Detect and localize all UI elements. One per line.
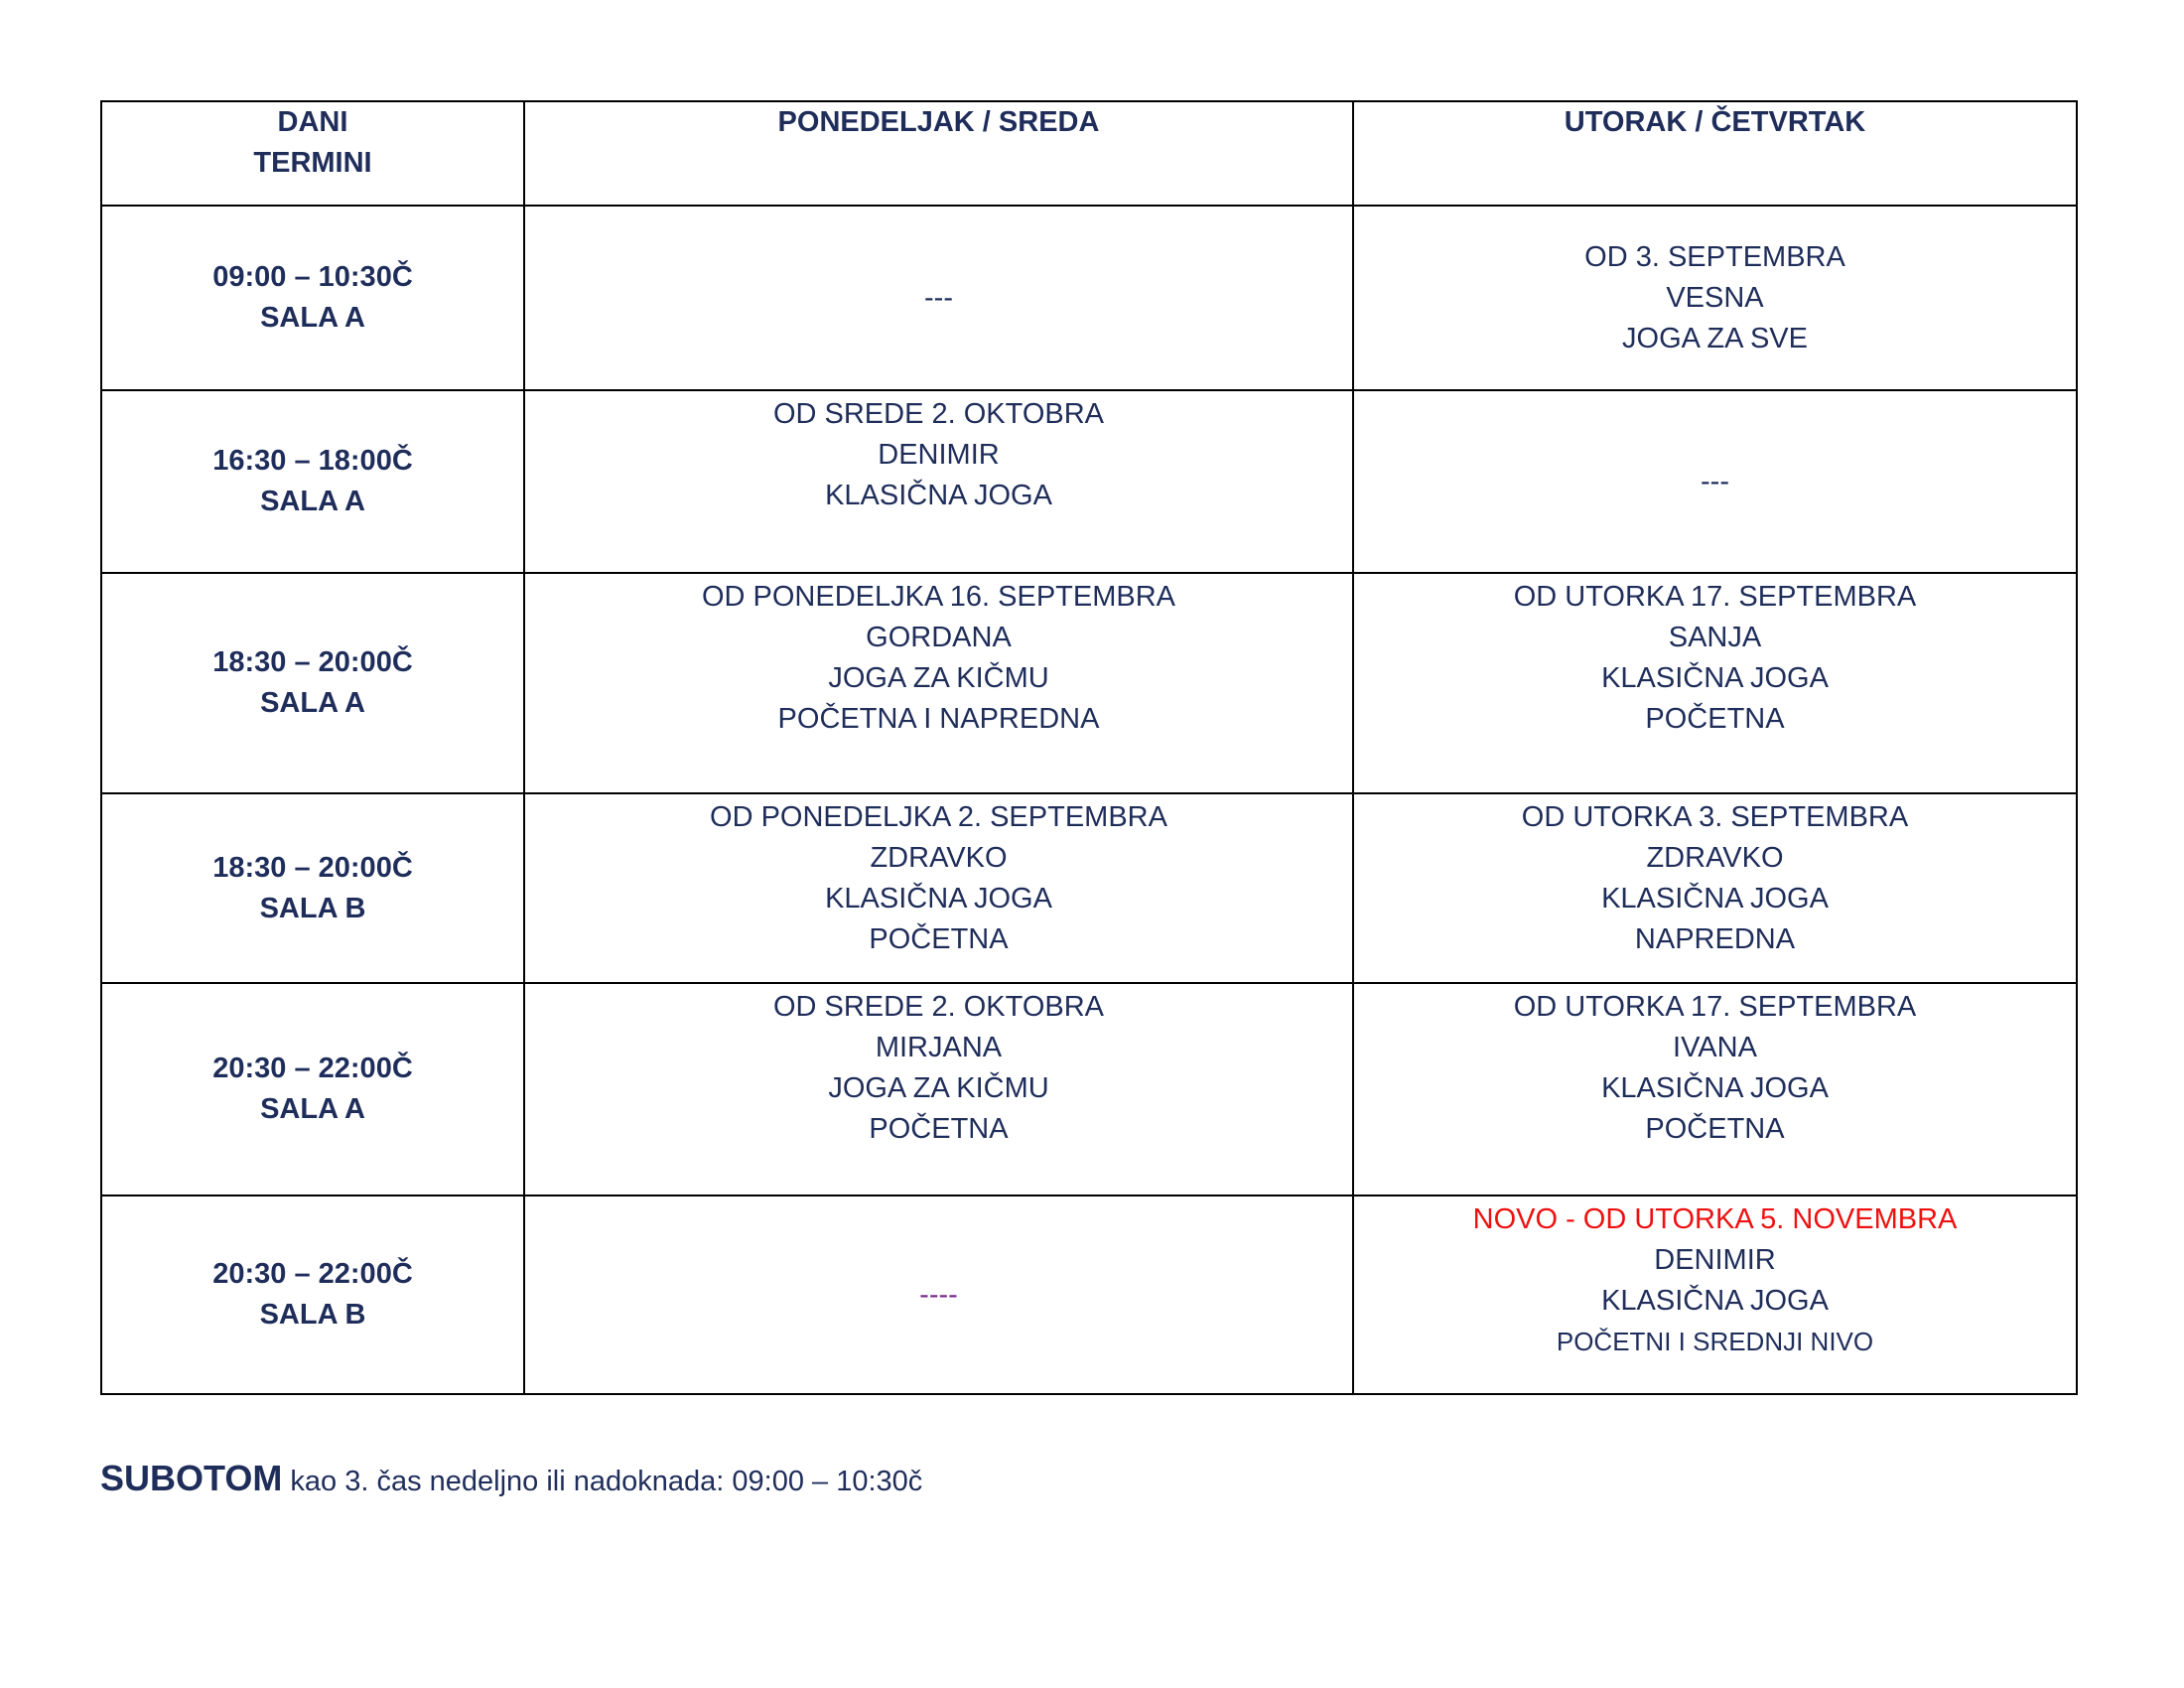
table-row [101, 390, 2077, 573]
empty-slot-marker: --- [924, 281, 953, 314]
time-range: 16:30 – 18:00Č [212, 445, 413, 477]
slot-start-date: OD SREDE 2. OKTOBRA [772, 991, 1105, 1023]
slot-instructor: VESNA [1666, 281, 1764, 314]
time-range: 09:00 – 10:30Č [212, 261, 413, 293]
slot-start-date: OD PONEDELJKA 16. SEPTEMBRA [701, 581, 1176, 613]
empty-slot-marker: ---- [919, 1278, 958, 1311]
slot-instructor: ZDRAVKO [1646, 842, 1784, 874]
saturday-label: SUBOTOM [100, 1458, 283, 1498]
time-range: 20:30 – 22:00Č [212, 1053, 413, 1084]
time-range: 18:30 – 20:00Č [212, 851, 413, 884]
time-slot-cell [101, 206, 524, 390]
time-slot-cell [101, 573, 524, 793]
slot-instructor: IVANA [1673, 1032, 1757, 1063]
slot-class-type: JOGA ZA KIČMU [828, 662, 1049, 694]
hall-label: SALA B [259, 892, 366, 924]
slot-instructor: DENIMIR [878, 439, 1000, 471]
slot-start-date: OD UTORKA 3. SEPTEMBRA [1521, 801, 1909, 833]
hall-label: SALA A [260, 687, 365, 719]
slot-instructor: MIRJANA [875, 1032, 1003, 1063]
mon-wed-slot [524, 983, 1353, 1196]
table-row [101, 793, 2077, 983]
saturday-note-text: kao 3. čas nedeljno ili nadoknada: 09:00 – 10:30č [282, 1466, 923, 1497]
slot-class-type: JOGA ZA KIČMU [828, 1072, 1049, 1104]
corner-header-cell [101, 101, 524, 206]
hall-label: SALA A [260, 486, 365, 517]
slot-class-type: KLASIČNA JOGA [1601, 1072, 1829, 1104]
slot-level: POČETNA [869, 923, 1009, 955]
tue-thu-slot [1353, 206, 2077, 390]
mon-wed-slot [524, 573, 1353, 793]
header-row [101, 101, 2077, 206]
slot-start-date: OD UTORKA 17. SEPTEMBRA [1513, 581, 1917, 613]
slot-instructor: DENIMIR [1654, 1244, 1776, 1276]
time-slot-cell [101, 793, 524, 983]
hall-label: SALA A [260, 1093, 365, 1125]
new-class-start-date: NOVO - OD UTORKA 5. NOVEMBRA [1472, 1203, 1958, 1235]
slot-instructor: ZDRAVKO [870, 842, 1008, 874]
saturday-note [100, 1458, 922, 1499]
tue-thu-slot [1353, 390, 2077, 573]
tue-thu-slot [1353, 793, 2077, 983]
schedule-table [100, 100, 2078, 1395]
slot-class-type: JOGA ZA SVE [1622, 322, 1808, 354]
table-row [101, 983, 2077, 1196]
header-tue-thu: UTORAK / ČETVRTAK [1353, 101, 2077, 206]
slot-start-date: OD SREDE 2. OKTOBRA [772, 398, 1105, 430]
mon-wed-slot [524, 793, 1353, 983]
slot-class-type: KLASIČNA JOGA [1601, 662, 1829, 694]
tue-thu-slot [1353, 1196, 2077, 1394]
tue-thu-slot [1353, 983, 2077, 1196]
time-slot-cell [101, 1196, 524, 1394]
time-slot-cell [101, 983, 524, 1196]
mon-wed-slot [524, 206, 1353, 390]
tue-thu-slot [1353, 573, 2077, 793]
mon-wed-slot [524, 390, 1353, 573]
slot-instructor: SANJA [1668, 622, 1762, 653]
hall-label: SALA A [260, 302, 365, 334]
empty-slot-marker: --- [1701, 465, 1729, 497]
slot-level: POČETNA [869, 1113, 1009, 1145]
header-slots-label: TERMINI [253, 147, 372, 179]
slot-start-date: OD 3. SEPTEMBRA [1584, 240, 1845, 273]
time-range: 18:30 – 20:00Č [212, 646, 413, 678]
table-row [101, 573, 2077, 793]
slot-start-date: OD UTORKA 17. SEPTEMBRA [1513, 991, 1917, 1023]
slot-level: POČETNA [1645, 1113, 1785, 1145]
slot-level: NAPREDNA [1634, 923, 1796, 955]
time-slot-cell [101, 390, 524, 573]
table-row [101, 206, 2077, 390]
mon-wed-slot [524, 1196, 1353, 1394]
slot-instructor: GORDANA [866, 622, 1012, 653]
slot-class-type: KLASIČNA JOGA [825, 480, 1052, 511]
slot-level: POČETNA I NAPREDNA [777, 703, 1100, 735]
slot-class-type: KLASIČNA JOGA [1601, 883, 1829, 914]
slot-class-type: KLASIČNA JOGA [825, 883, 1052, 914]
time-range: 20:30 – 22:00Č [212, 1258, 413, 1290]
header-days-label: DANI [277, 106, 348, 138]
table-row [101, 1196, 2077, 1394]
slot-level: POČETNI I SREDNJI NIVO [1556, 1327, 1874, 1356]
slot-class-type: KLASIČNA JOGA [1601, 1285, 1829, 1317]
hall-label: SALA B [259, 1299, 366, 1331]
header-mon-wed: PONEDELJAK / SREDA [524, 101, 1353, 206]
slot-start-date: OD PONEDELJKA 2. SEPTEMBRA [710, 801, 1167, 833]
slot-level: POČETNA [1645, 703, 1785, 735]
